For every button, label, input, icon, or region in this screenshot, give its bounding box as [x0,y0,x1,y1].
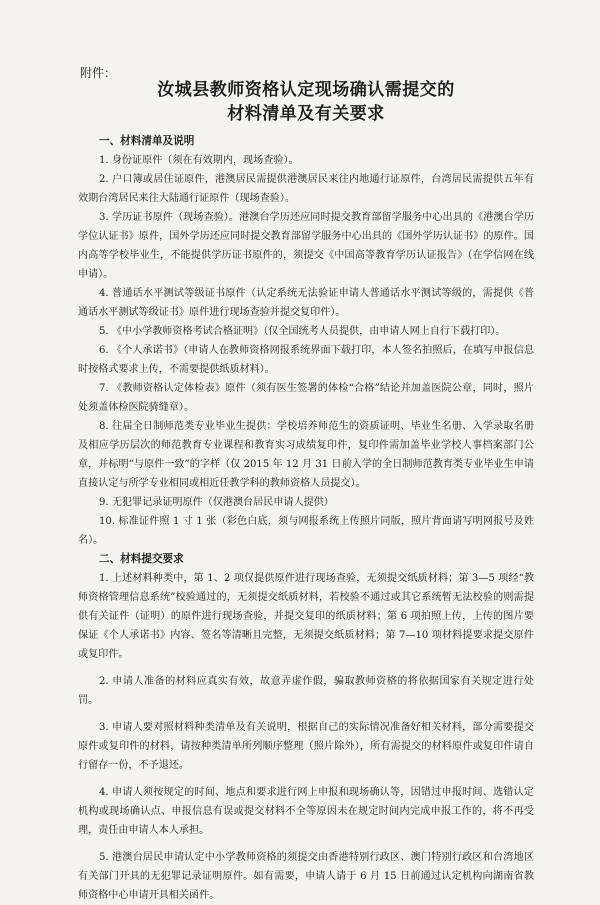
title-line-1: 汝城县教师资格认定现场确认需提交的 [157,80,455,100]
s1-item-8: 8. 往届全日制师范类专业毕业生提供：学校培养师范生的资质证明、毕业生名册、入学录取名册及相应学历层次的师范教育专业课程和教育实习成绩复印件，复印件需加盖毕业学校人事档案部门公章，并标明“与原件一致”的字样（仅 2015 年 12 月 31 日前入学的全日制师范教育类专业毕业生申请直接认定与所学专业相同或相近任教学科的教师资格人员提交）。 [78,421,534,489]
paragraph-gap [78,710,534,718]
section-2-heading: 二、材料提交要求 [99,553,184,565]
s1-item-6: 6. 《个人承诺书》（申请人在教师资格网报系统界面下载打印，本人签名拍照后，在填写申报信息时按格式要求上传，不需要提供纸质材料）。 [78,345,534,375]
s2-item-3: 3. 申请人要对照材料种类清单及有关说明，根据自己的实际情况准备好相关材料，部分需要提交原件或复印件的材料，请按种类清单所列顺序整理（照片除外），所有需提交的材料原件或复印件请自行留存一份，不予退还。 [78,722,534,771]
s2-item-5: 5. 港澳台居民申请认定中小学教师资格的须提交由香港特别行政区、澳门特别行政区和台湾地区有关部门开具的无犯罪记录证明原件。如有需要，申请人请于 6 月 15 日前通过认定机构向湖南省教师资格中心申请开具相关函件。 [78,852,534,901]
s1-item-5: 5. 《中小学教师资格考试合格证明》（仅全国统考人员提供，由申请人网上自行下载打印）。 [99,326,506,337]
s1-item-3: 3. 学历证书原件（现场查验）。港澳台学历还应同时提交教育部留学服务中心出具的《港澳台学历学位认证书》原件，国外学历还应同时提交教育部留学服务中心出具的《国外学历认证书》的原件。国内高等学校毕业生，不能提供学历证书原件的，须提交《中国高等教育学历认证报告》（在学信网在线申请）。 [78,212,534,280]
s1-item-1: 1. 身份证原件（须在有效期内，现场查验）。 [99,155,299,166]
attachment-label: 附件： [80,66,117,80]
s1-item-9: 9. 无犯罪记录证明原件（仅港澳台居民申请人提供） [99,497,334,508]
paragraph-gap [78,775,534,783]
s1-item-10: 10. 标准证件照 1 寸 1 张（彩色白底，须与网报系统上传照片同版，照片背面请写明网报号及姓名）。 [78,516,534,546]
s2-item-2: 2. 申请人准备的材料应真实有效，故意弄虚作假，骗取教师资格的将依据国家有关规定进行处罚。 [78,676,534,706]
title-line-2: 材料清单及有关要求 [227,104,385,124]
s1-item-7: 7. 《教师资格认定体检表》原件（须有医生签署的体检“合格”结论并加盖医院公章，同时，照片处须盖体检医院骑缝章）。 [78,383,534,413]
section-1-heading: 一、材料清单及说明 [99,135,195,147]
document-body [78,132,534,905]
s1-item-2: 2. 户口簿或居住证原件，港澳居民需提供港澳居民来往内地通行证原件，台湾居民需提供五年有效期台湾居民来往大陆通行证原件（现场查验）。 [78,174,534,204]
s2-item-4: 4. 申请人须按规定的时间、地点和要求进行网上申报和现场确认等，因错过申报时间、选错认定机构或现场确认点、申报信息有误或提交材料不全等原因未在规定时间内完成申报工作的，将不再受理，责任由申请人本人承担。 [78,787,534,836]
s1-item-4: 4. 普通话水平测试等级证书原件（认定系统无法验证申请人普通话水平测试等级的，需提供《普通话水平测试等级证书》原件进行现场查验并提交复印件）。 [78,288,534,318]
s2-item-1: 1. 上述材料种类中，第 1、2 项仅提供原件进行现场查验，无须提交纸质材料；第 3—5 项经“教师资格管理信息系统”校验通过的，无须提交纸质材料，若校验不通过或其它系统暂无法校验的则需提供有关证件（证明）的原件进行现场查验，并提交复印的纸质材料；第 6 项拍照上传，上传的图片要保证《个人承诺书》内容、签名等清晰且完整，无须提交纸质材料；第 7—10 项材料提要求提交原件或复印件。 [78,573,534,660]
document-title [78,78,534,126]
paragraph-gap [78,840,534,848]
paragraph-gap [78,664,534,672]
